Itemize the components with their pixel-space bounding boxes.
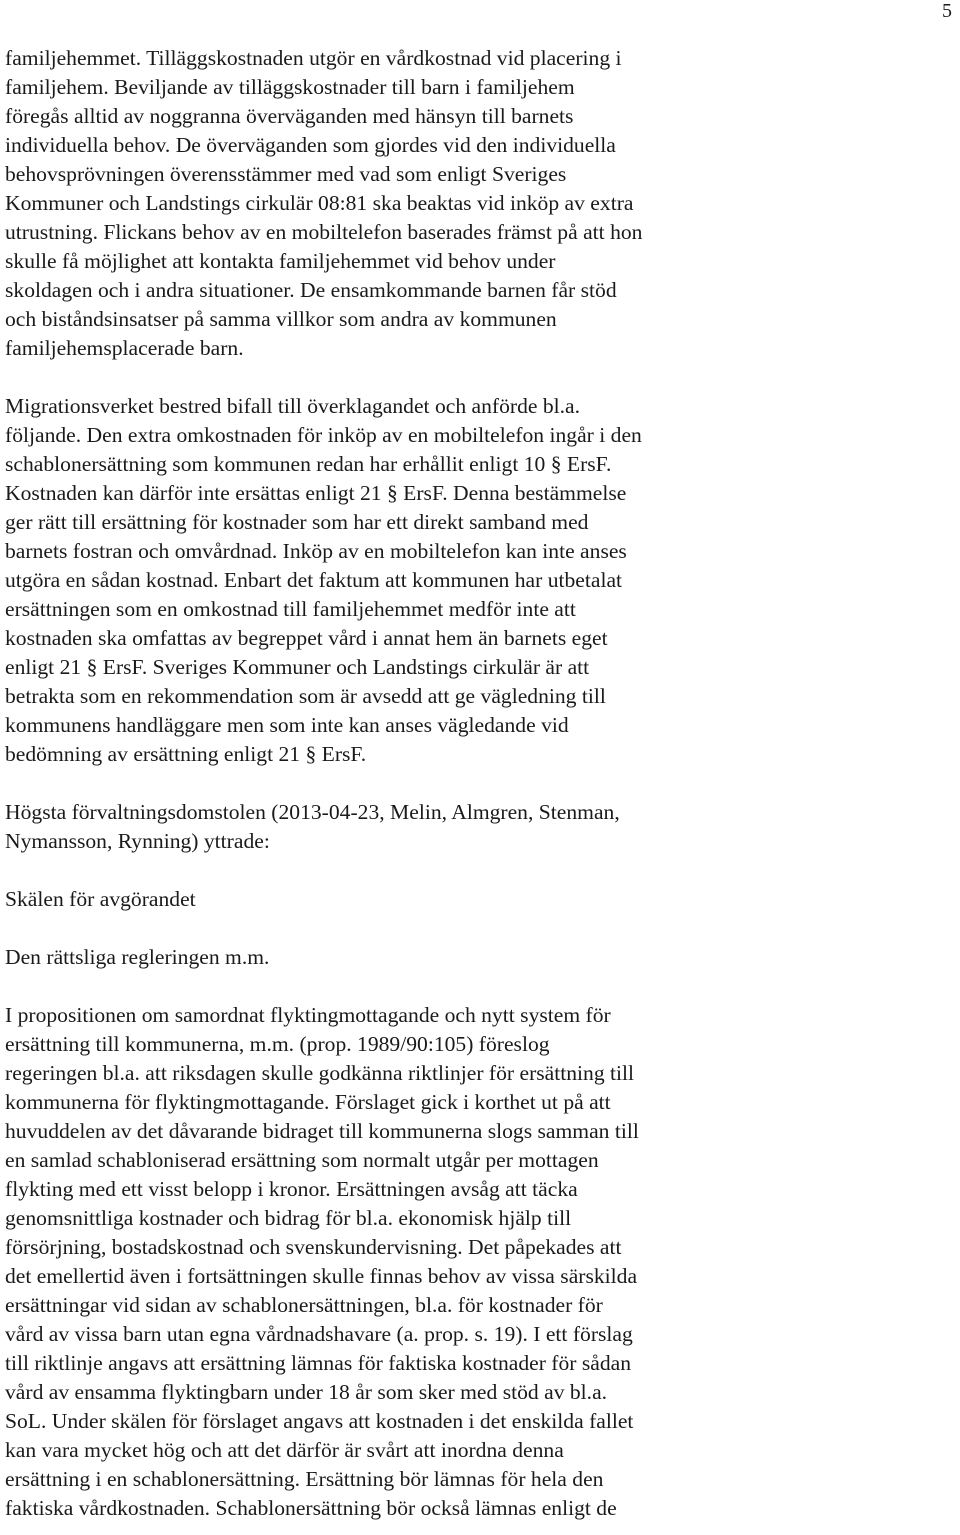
body-text: [5, 44, 755, 1523]
section-heading-skalen: Skälen för avgörandet: [5, 887, 196, 911]
paragraph-spacer: [5, 363, 755, 392]
paragraph-propositionen: I propositionen om samordnat flyktingmottagande och nytt system för ersättning till kommunerna, m.m. (prop. 1989/90:105) föreslog regeringen bl.a. att riksdagen skulle godkänna riktlinjer för ersättning till kommunerna för flyktingmottagande. Förslaget gick i korthet ut på att huvuddelen av det dåvarande bidraget till kommunerna slogs samman till en samlad schabloniserad ersättning som normalt utgår per mottagen flykting med ett visst belopp i kronor. Ersättningen avsåg att täcka genomsnittliga kostnader och bidrag för bl.a. ekonomisk hjälp till försörjning, bostadskostnad och svenskundervisning. Det påpekades att det emellertid även i fortsättningen skulle finnas behov av vissa särskilda ersättningar vid sidan av schablonersättningen, bl.a. för kostnader för vård av vissa barn utan egna vårdnadshavare (a. prop. s. 19). I ett förslag till riktlinje angavs att ersättning lämnas för faktiska kostnader för sådan vård av ensamma flyktingbarn under 18 år som sker med stöd av bl.a. SoL. Under skälen för förslaget angavs att kostnaden i det enskilda fallet kan vara mycket hög och att det därför är svårt att inordna denna ersättning i en schablonersättning. Ersättning bör lämnas för hela den faktiska vårdkostnaden. Schablonersättning bör också lämnas enligt de: [5, 1003, 639, 1520]
paragraph-court-intro: Högsta förvaltningsdomstolen (2013-04-23, Melin, Almgren, Stenman, Nymansson, Rynning) yttrade:: [5, 800, 620, 853]
paragraph-spacer: [5, 914, 755, 943]
paragraph-migrationsverket: Migrationsverket bestred bifall till överklagandet och anförde bl.a. följande. Den extra omkostnaden för inköp av en mobiltelefon ingår i den schablonersättning som kommunen redan har erhållit enligt 10 § ErsF. Kostnaden kan därför inte ersättas enligt 21 § ErsF. Denna bestämmelse ger rätt till ersättning för kostnader som har ett direkt samband med barnets fostran och omvårdnad. Inköp av en mobiltelefon kan inte anses utgöra en sådan kostnad. Enbart det faktum att kommunen har utbetalat ersättningen som en omkostnad till familjehemmet medför inte att kostnaden ska omfattas av begreppet vård i annat hem än barnets eget enligt 21 § ErsF. Sveriges Kommuner och Landstings cirkulär är att betrakta som en rekommendation som är avsedd att ge vägledning till kommunens handläggare men som inte kan anses vägledande vid bedömning av ersättning enligt 21 § ErsF.: [5, 394, 642, 766]
paragraph-spacer: [5, 972, 755, 1001]
paragraph-spacer: [5, 769, 755, 798]
section-heading-regleringen: Den rättsliga regleringen m.m.: [5, 945, 270, 969]
paragraph-spacer: [5, 856, 755, 885]
paragraph-kommunen-argument: familjehemmet. Tilläggskostnaden utgör en vårdkostnad vid placering i familjehem. Beviljande av tilläggskostnader till barn i familjehem föregås alltid av noggranna överväganden med hänsyn till barnets individuella behov. De överväganden som gjordes vid den individuella behovsprövningen överensstämmer med vad som enligt Sveriges Kommuner och Landstings cirkulär 08:81 ska beaktas vid inköp av extra utrustning. Flickans behov av en mobiltelefon baserades främst på att hon skulle få möjlighet att kontakta familjehemmet vid behov under skoldagen och i andra situationer. De ensamkommande barnen får stöd och biståndsinsatser på samma villkor som andra av kommunen familjehemsplacerade barn.: [5, 46, 643, 360]
page-number: 5: [942, 0, 952, 22]
